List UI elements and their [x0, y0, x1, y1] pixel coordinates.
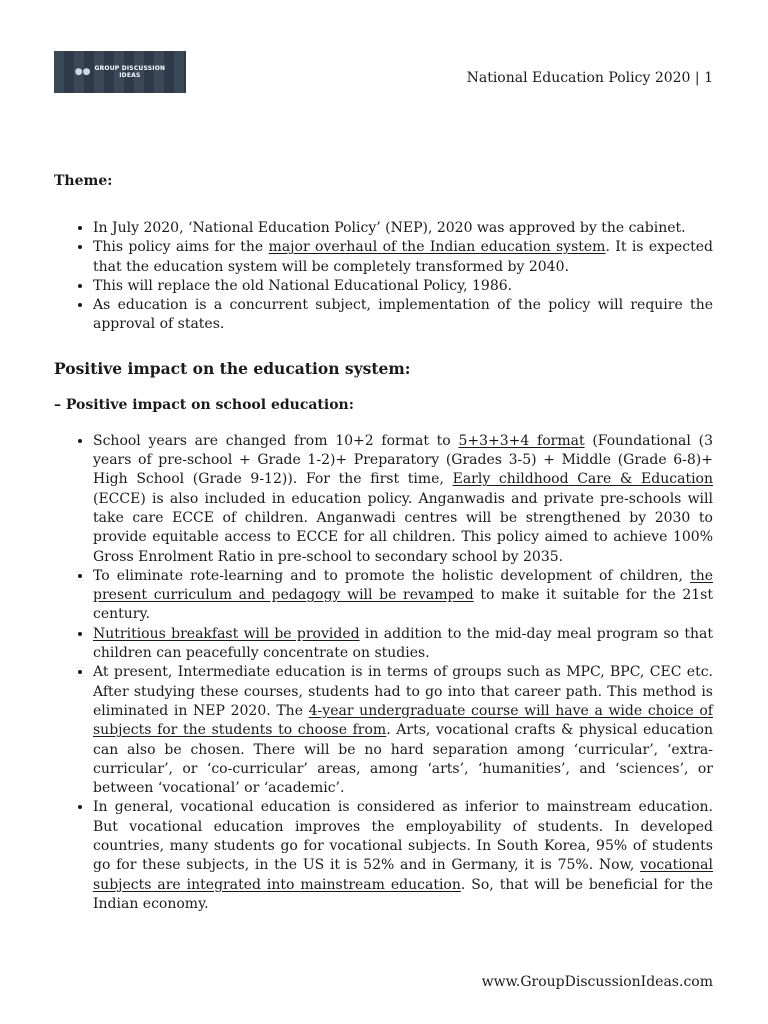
positive-impact-heading: Positive impact on the education system: — [54, 358, 411, 378]
list-item — [93, 277, 713, 296]
footer-website-url: www.GroupDiscussionIdeas.com — [481, 974, 713, 990]
text-segment: To eliminate rote-learning and to promote the holistic development of children, — [93, 567, 691, 584]
list-item — [93, 625, 713, 664]
text-segment: At present, Intermediate education is in terms of groups such as MPC, BPC, CEC etc. After studying these courses, students had to go into that career path. This method is eliminated in NEP 2020. The — [93, 664, 713, 719]
people-icon: ●● — [74, 67, 91, 77]
list-item — [93, 798, 713, 914]
underlined-phrase: major overhaul of the Indian education system — [268, 239, 606, 256]
text-segment: (ECCE) is also included in education policy. Anganwadis and private pre-schools will take care ECCE of children. Anganwadi centres will be strengthened by 2030 to provide equitable access to ECCE for all children. This policy aimed to achieve 100% Gross Enrolment Ratio in pre-school to secondary school by 2035. — [93, 490, 713, 565]
underlined-phrase: vocational subjects are integrated into mainstream education — [93, 857, 713, 893]
list-item — [93, 296, 713, 335]
underlined-phrase: 5+3+3+4 format — [458, 432, 585, 449]
text-segment: . So, that will be beneficial for the Indian economy. — [93, 876, 714, 912]
list-item — [93, 663, 713, 798]
underlined-phrase: Nutritious breakfast will be provided — [93, 625, 360, 642]
list-item — [93, 238, 713, 277]
text-segment: In general, vocational education is considered as inferior to mainstream education. But vocational education improves the employability of students. In developed countries, many students go for vocational subjects. In South Korea, 95% of students go for these subjects, in the US it is 52% and in Germany, it is 75%. Now, — [93, 799, 713, 874]
school-education-subheading: – Positive impact on school education: — [54, 396, 354, 413]
school-bullet-list — [54, 432, 713, 914]
logo-line-2: IDEAS — [119, 72, 141, 79]
text-segment: This will replace the old National Educational Policy, 1986. — [93, 277, 513, 294]
text-segment: . It is expected that the education system will be completely transformed by 2040. — [93, 239, 714, 275]
underlined-phrase: the present curriculum and pedagogy will be revamped — [93, 567, 713, 604]
list-item — [93, 219, 713, 238]
logo-line-1: GROUP DISCUSSION — [94, 65, 166, 72]
theme-bullet-list — [54, 219, 713, 335]
underlined-phrase: Early childhood Care & Education — [452, 471, 713, 488]
theme-heading: Theme: — [54, 173, 113, 189]
site-logo — [54, 51, 186, 93]
list-item — [93, 567, 713, 625]
document-body — [54, 172, 713, 914]
text-segment: As education is a concurrent subject, implementation of the policy will require the approval of states. — [93, 297, 713, 333]
logo-text — [94, 65, 165, 79]
page-header-title: National Education Policy 2020 | 1 — [466, 70, 713, 86]
text-segment: This policy aims for the — [93, 239, 269, 256]
text-segment: School years are changed from 10+2 format to — [93, 432, 459, 449]
text-segment: to make it suitable for the 21st century. — [93, 587, 713, 623]
text-segment: . Arts, vocational crafts & physical education can also be chosen. There will be no hard separation among ‘curricular’, ‘extra-curricular’, or ‘co-curricular’ areas, among ‘arts’, ‘humanities’, and ‘sciences’, or between ‘vocational’ or ‘academic’. — [93, 722, 713, 797]
list-item — [93, 432, 713, 567]
underlined-phrase: 4-year undergraduate course will have a wide choice of subjects for the students to choose from — [93, 702, 713, 739]
text-segment: (Foundational (3 years of pre-school + Grade 1-2)+ Preparatory (Grades 3-5) + Middle (Grade 6-8)+ High School (Grade 9-12)). For the first time, — [93, 432, 713, 488]
text-segment: in addition to the mid-day meal program so that children can peacefully concentrate on studies. — [93, 625, 714, 662]
text-segment: In July 2020, ‘National Education Policy’ (NEP), 2020 was approved by the cabinet. — [93, 220, 686, 236]
